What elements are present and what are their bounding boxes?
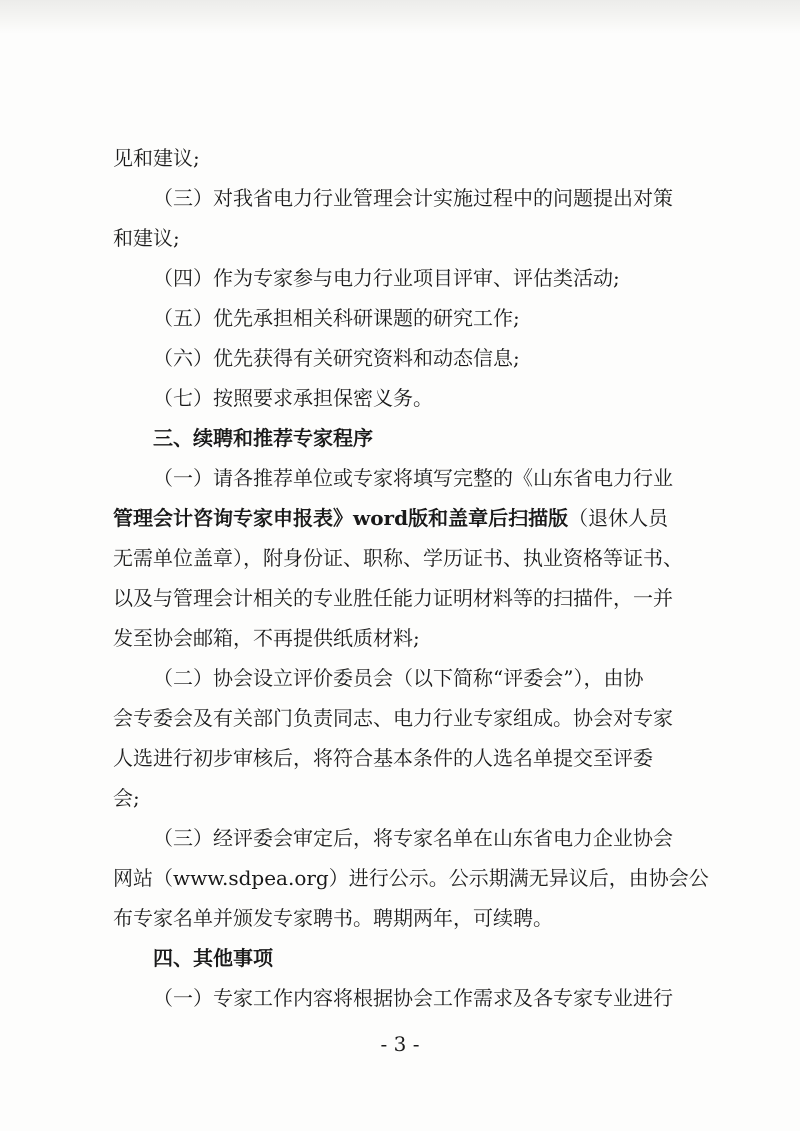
text-line: 和建议; [113, 226, 180, 250]
text-line-mixed [113, 498, 713, 538]
text-line: 见和建议; [113, 146, 200, 170]
text-line: （四）作为专家参与电力行业项目评审、评估类活动; [153, 266, 620, 290]
text-line: （六）优先获得有关研究资料和动态信息; [153, 346, 520, 370]
text-line: 网站（www.sdpea.org）进行公示。公示期满无异议后，由协会公 [113, 866, 709, 890]
text-line: 会; [113, 786, 140, 810]
text-line: （一）请各推荐单位或专家将填写完整的《山东省电力行业 [153, 466, 673, 490]
text-line: 会专委会及有关部门负责同志、电力行业专家组成。协会对专家 [113, 706, 673, 730]
text-fragment: （退休人员 [568, 506, 669, 530]
page-number: - 3 - [380, 1032, 420, 1056]
text-line: （一）专家工作内容将根据协会工作需求及各专家专业进行 [153, 986, 673, 1010]
text-line: 无需单位盖章），附身份证、职称、学历证书、执业资格等证书、 [113, 546, 683, 570]
section-heading-3: 三、续聘和推荐专家程序 [153, 426, 373, 450]
text-line: （三）经评委会审定后，将专家名单在山东省电力企业协会 [153, 826, 673, 850]
bold-text: 管理会计咨询专家申报表》word版和盖章后扫描版 [113, 506, 569, 530]
scan-shadow [0, 0, 800, 34]
text-line: （二）协会设立评价委员会（以下简称“评委会”），由协 [153, 666, 644, 690]
section-heading-4: 四、其他事项 [153, 946, 273, 970]
text-line: （三）对我省电力行业管理会计实施过程中的问题提出对策 [153, 186, 673, 210]
text-line: 以及与管理会计相关的专业胜任能力证明材料等的扫描件，一并 [113, 586, 673, 610]
text-line: 人选进行初步审核后，将符合基本条件的人选名单提交至评委 [113, 746, 653, 770]
text-line: 布专家名单并颁发专家聘书。聘期两年，可续聘。 [113, 906, 553, 930]
text-line: （五）优先承担相关科研课题的研究工作; [153, 306, 520, 330]
text-line: （七）按照要求承担保密义务。 [153, 386, 433, 410]
text-line: 发至协会邮箱，不再提供纸质材料; [113, 626, 420, 650]
